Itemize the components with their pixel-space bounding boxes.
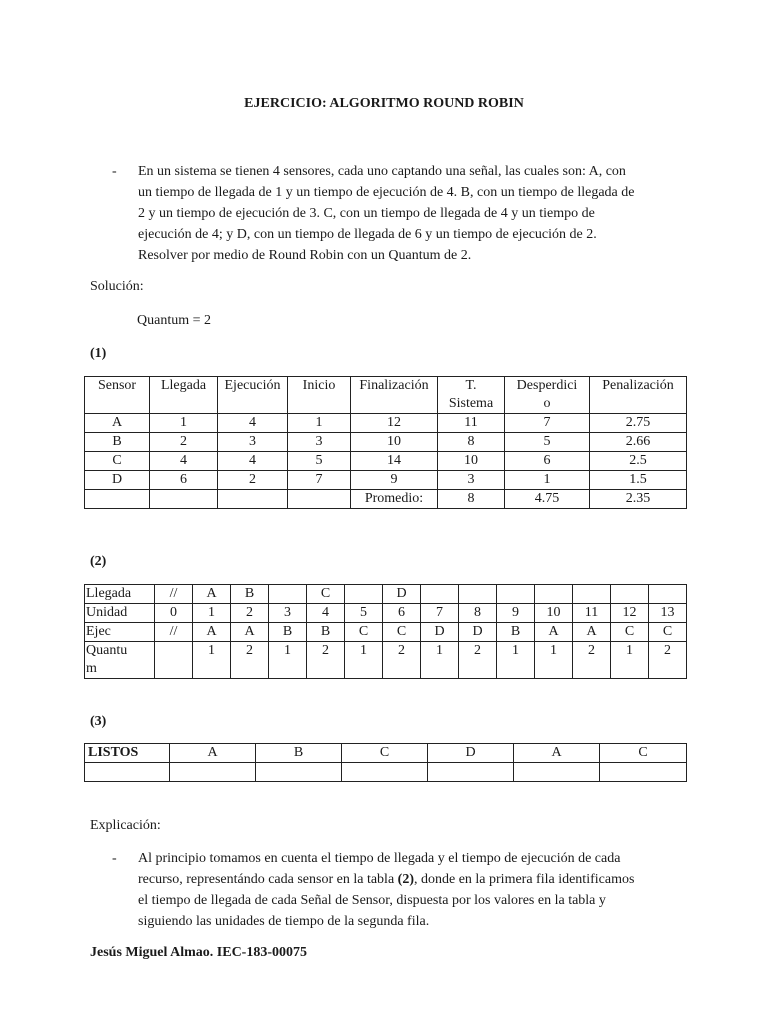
table-cell: 1 [269, 642, 307, 679]
table-cell [85, 763, 170, 782]
table-cell: 1 [535, 642, 573, 679]
table-cell: C [307, 585, 345, 604]
problem-line: Resolver por medio de Round Robin con un Quantum de 2. [138, 248, 472, 263]
table-cell [535, 585, 573, 604]
table-cell [342, 763, 428, 782]
table-cell: Quantu m [85, 642, 155, 679]
table-cell: 4 [150, 452, 218, 471]
table-cell: 11 [573, 604, 611, 623]
table-cell: 4.75 [505, 490, 590, 509]
table-cell: 4 [218, 414, 288, 433]
ready-queue-table [84, 743, 687, 782]
table-cell: 1 [611, 642, 649, 679]
document-title: EJERCICIO: ALGORITMO ROUND ROBIN [244, 96, 524, 111]
problem-line: un tiempo de llegada de 1 y un tiempo de ejecución de 4. B, con un tiempo de llegada de [138, 185, 635, 200]
table-cell [497, 585, 535, 604]
bullet-dash: - [112, 164, 117, 179]
table-cell: // [155, 585, 193, 604]
table-row [85, 414, 687, 433]
table-cell: C [85, 452, 150, 471]
explanation-line: recurso, representándo cada sensor en la tabla (2), donde en la primera fila identificamos [138, 872, 635, 887]
table-cell [611, 585, 649, 604]
table-cell [345, 585, 383, 604]
table-cell: A [231, 623, 269, 642]
explanation-text [138, 848, 680, 932]
table-cell: B [85, 433, 150, 452]
table-cell: 7 [421, 604, 459, 623]
problem-line: 2 y un tiempo de ejecución de 3. C, con un tiempo de llegada de 4 y un tiempo de [138, 206, 595, 221]
table-row [85, 471, 687, 490]
table-cell: A [85, 414, 150, 433]
section-label-1: (1) [90, 346, 107, 361]
results-table [84, 376, 687, 509]
table-cell [459, 585, 497, 604]
table-cell: 2.35 [590, 490, 687, 509]
table-cell: A [170, 744, 256, 763]
table-cell: 1 [421, 642, 459, 679]
section-label-2: (2) [90, 554, 107, 569]
table-cell: 2 [573, 642, 611, 679]
table-cell: 9 [497, 604, 535, 623]
table-cell: C [342, 744, 428, 763]
timeline-table [84, 584, 687, 679]
table-cell: C [345, 623, 383, 642]
table-cell: 4 [307, 604, 345, 623]
table-cell: 5 [505, 433, 590, 452]
table-cell: 2 [218, 471, 288, 490]
table-cell: 2.75 [590, 414, 687, 433]
table-header-cell: Desperdici o [505, 377, 590, 414]
table-cell: Promedio: [351, 490, 438, 509]
author-footer: Jesús Miguel Almao. IEC-183-00075 [90, 945, 307, 960]
problem-text [138, 161, 680, 266]
table-cell: A [514, 744, 600, 763]
table-cell: A [193, 585, 231, 604]
table-cell: C [649, 623, 687, 642]
section-label-3: (3) [90, 714, 107, 729]
quantum-text: Quantum = 2 [137, 313, 211, 328]
table-cell [573, 585, 611, 604]
table-cell: 3 [288, 433, 351, 452]
table-cell: B [231, 585, 269, 604]
table-cell: 10 [535, 604, 573, 623]
table-row [85, 490, 687, 509]
table-cell: Ejec [85, 623, 155, 642]
table-cell: 1 [150, 414, 218, 433]
table-cell: 7 [288, 471, 351, 490]
table-header-cell: Penalización [590, 377, 687, 414]
table-cell: 3 [438, 471, 505, 490]
solucion-label: Solución: [90, 279, 144, 294]
explanation-line: siguiendo las unidades de tiempo de la segunda fila. [138, 914, 430, 929]
table-cell [649, 585, 687, 604]
table-cell [428, 763, 514, 782]
table-cell: B [307, 623, 345, 642]
table-cell: 2 [307, 642, 345, 679]
bullet-dash: - [112, 851, 117, 866]
table-cell: C [600, 744, 687, 763]
table-cell: 10 [438, 452, 505, 471]
table-cell: 3 [218, 433, 288, 452]
table-cell: D [421, 623, 459, 642]
table-header-cell: Sensor [85, 377, 150, 414]
table-cell [514, 763, 600, 782]
table-cell: 12 [351, 414, 438, 433]
table-cell: Llegada [85, 585, 155, 604]
table-cell: A [573, 623, 611, 642]
table-cell: 2 [649, 642, 687, 679]
problem-line: ejecución de 4; y D, con un tiempo de llegada de 6 y un tiempo de ejecución de 2. [138, 227, 597, 242]
table-cell: C [383, 623, 421, 642]
table-row [85, 433, 687, 452]
explanation-line: el tiempo de llegada de cada Señal de Sensor, dispuesta por los valores en la tabla y [138, 893, 606, 908]
table-cell [269, 585, 307, 604]
table-cell: 14 [351, 452, 438, 471]
table-cell: 1 [505, 471, 590, 490]
table-cell: 13 [649, 604, 687, 623]
table-header-row [85, 377, 687, 414]
table-cell: 1 [345, 642, 383, 679]
table-cell: A [193, 623, 231, 642]
table-cell: 1 [193, 642, 231, 679]
table-cell: 1.5 [590, 471, 687, 490]
table-cell: 1 [288, 414, 351, 433]
table-cell [256, 763, 342, 782]
table-row [85, 642, 687, 679]
table-cell: // [155, 623, 193, 642]
table-cell [155, 642, 193, 679]
table-cell [218, 490, 288, 509]
table-cell: 12 [611, 604, 649, 623]
table-cell: 6 [383, 604, 421, 623]
table-cell: 10 [351, 433, 438, 452]
table-cell: 1 [497, 642, 535, 679]
table-cell: 8 [438, 490, 505, 509]
table-cell: D [428, 744, 514, 763]
bold-ref: (2) [397, 872, 414, 887]
table-cell: 2 [150, 433, 218, 452]
table-cell: 8 [459, 604, 497, 623]
table-cell [600, 763, 687, 782]
explicacion-label: Explicación: [90, 818, 161, 833]
table-cell: B [269, 623, 307, 642]
table-cell: Unidad [85, 604, 155, 623]
table-cell: 2 [231, 604, 269, 623]
table-cell: 2 [231, 642, 269, 679]
table-header-cell: Finalización [351, 377, 438, 414]
explanation-paragraph [90, 848, 680, 932]
problem-statement [90, 161, 680, 266]
table-cell: D [383, 585, 421, 604]
table-header-cell: Inicio [288, 377, 351, 414]
table-header-cell: Ejecución [218, 377, 288, 414]
table-cell: 1 [193, 604, 231, 623]
table-row [85, 452, 687, 471]
table-cell: 6 [150, 471, 218, 490]
table-header-cell: T. Sistema [438, 377, 505, 414]
table-cell: 5 [345, 604, 383, 623]
explanation-line: Al principio tomamos en cuenta el tiempo de llegada y el tiempo de ejecución de cada [138, 851, 621, 866]
table-row [85, 763, 687, 782]
table-cell: D [85, 471, 150, 490]
table-cell [85, 490, 150, 509]
table-cell: 3 [269, 604, 307, 623]
table-cell: 2 [459, 642, 497, 679]
table-cell: 8 [438, 433, 505, 452]
table-row [85, 623, 687, 642]
table-cell: 7 [505, 414, 590, 433]
table-row [85, 604, 687, 623]
table-cell: 2 [383, 642, 421, 679]
problem-line: En un sistema se tienen 4 sensores, cada uno captando una señal, las cuales son: A, con [138, 164, 626, 179]
table-cell [421, 585, 459, 604]
table-cell: A [535, 623, 573, 642]
table-row [85, 585, 687, 604]
table-row [85, 744, 687, 763]
table-cell [288, 490, 351, 509]
table-cell: 11 [438, 414, 505, 433]
table-cell: 2.66 [590, 433, 687, 452]
table-cell: 0 [155, 604, 193, 623]
table-cell: 9 [351, 471, 438, 490]
table-cell: C [611, 623, 649, 642]
table-cell: B [256, 744, 342, 763]
table-cell: 2.5 [590, 452, 687, 471]
table-cell: B [497, 623, 535, 642]
table-cell: 4 [218, 452, 288, 471]
table-header-cell: Llegada [150, 377, 218, 414]
table-cell: 6 [505, 452, 590, 471]
table-cell [170, 763, 256, 782]
table-cell: 5 [288, 452, 351, 471]
table-cell: D [459, 623, 497, 642]
table-cell [150, 490, 218, 509]
table-cell: LISTOS [85, 744, 170, 763]
